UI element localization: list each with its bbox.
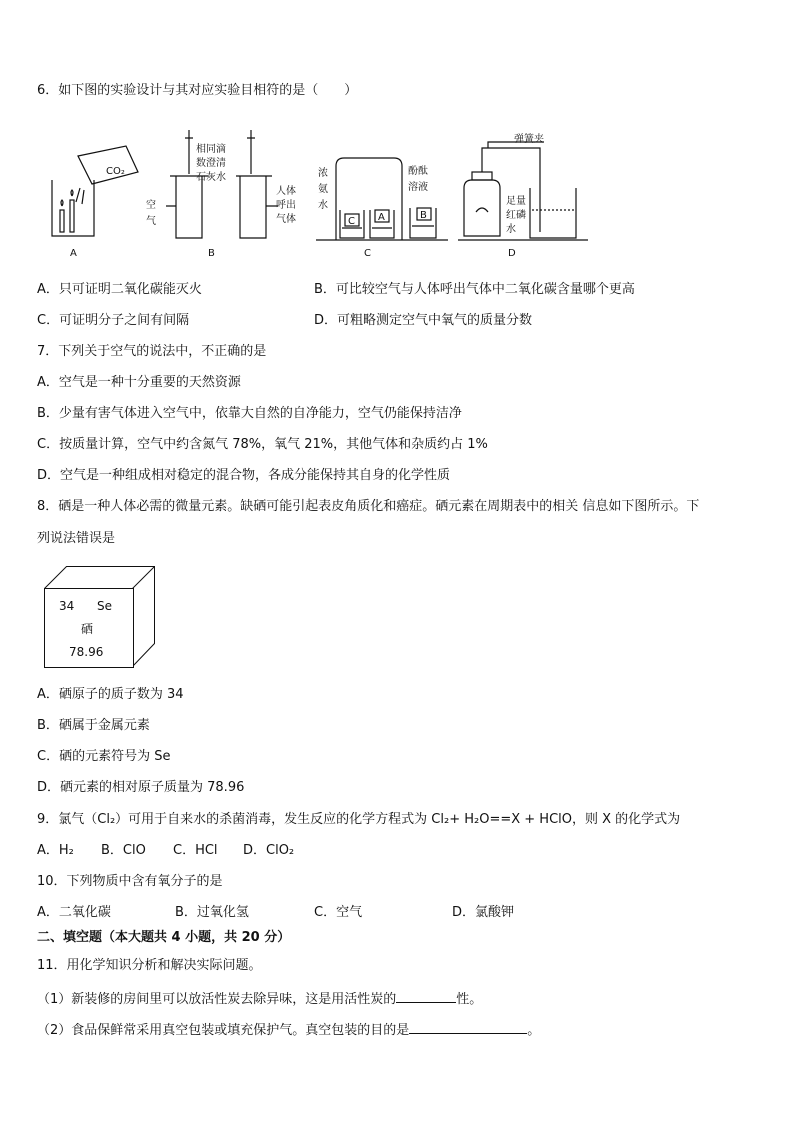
atomic-mass: 78.96 <box>69 645 104 659</box>
q11-sub1-suffix: 性。 <box>456 992 483 1007</box>
d-right-2: 红磷 <box>506 210 526 221</box>
b-right-3: 气体 <box>276 214 296 225</box>
element-cube <box>44 563 156 667</box>
d-right-1: 足量 <box>506 196 526 207</box>
c-left-3: 水 <box>318 200 328 211</box>
element-card <box>44 588 134 668</box>
b-left-1: 空 <box>146 200 156 211</box>
figure-d-apparatus <box>458 142 588 240</box>
q7-option-c: C．按质量计算，空气中约含氮气 78%，氧气 21%，其他气体和杂质约占 1% <box>37 437 488 452</box>
q6-option-a: A．只可证明二氧化碳能灭火 <box>37 282 202 297</box>
b-left-2: 气 <box>146 216 156 227</box>
answer-blank-2[interactable] <box>409 1019 527 1034</box>
figure-a-beaker <box>52 146 138 236</box>
b-right-1: 人体 <box>276 186 296 197</box>
q9-option-d: D．ClO₂ <box>243 843 295 858</box>
q6-figure <box>40 128 600 263</box>
section-title: 二、填空题（本大题共 4 小题，共 20 分） <box>37 930 291 945</box>
b-top-3: 石灰水 <box>196 172 226 183</box>
q11-sub2-text: （2）食品保鲜常采用真空包装或填充保护气。真空包装的目的是 <box>37 1023 410 1038</box>
q9-stem: 9．氯气（Cl₂）可用于自来水的杀菌消毒，发生反应的化学方程式为 Cl₂+ H₂O==X + HClO，则 X 的化学式为 <box>37 812 681 827</box>
q9-option-a: A．H₂ <box>37 843 74 858</box>
q8-option-a: A．硒原子的质子数为 34 <box>37 687 184 702</box>
q8-stem-1: 8．硒是一种人体必需的微量元素。缺硒可能引起表皮角质化和癌症。硒元素在周期表中的相关 信息如下图所示。下 <box>37 499 700 514</box>
c-box-3: B <box>420 210 427 221</box>
q11-sub1 <box>37 988 482 1009</box>
q7-option-a: A．空气是一种十分重要的天然资源 <box>37 375 241 390</box>
element-name: 硒 <box>81 622 94 636</box>
c-right-2: 溶液 <box>408 182 428 193</box>
q9-option-c: C．HCl <box>173 843 218 858</box>
q6-option-d: D．可粗略测定空气中氧气的质量分数 <box>314 313 533 328</box>
q10-option-b: B．过氧化氢 <box>175 905 249 920</box>
q10-stem: 10．下列物质中含有氧分子的是 <box>37 874 223 889</box>
b-right-2: 呼出 <box>276 200 296 211</box>
q11-stem: 11．用化学知识分析和解决实际问题。 <box>37 958 262 973</box>
q10-option-c: C．空气 <box>314 905 363 920</box>
c-right-1: 酚酞 <box>408 166 428 177</box>
figure-c-belljar <box>316 158 448 240</box>
c-left-2: 氨 <box>318 184 328 195</box>
element-symbol: Se <box>97 599 112 613</box>
q8-option-d: D．硒元素的相对原子质量为 78.96 <box>37 780 245 795</box>
q9-option-b: B．ClO <box>101 843 146 858</box>
b-top-2: 数澄清 <box>196 158 226 169</box>
q6-stem: 6．如下图的实验设计与其对应实验目相符的是（ ） <box>37 83 358 98</box>
d-top: 弹簧夹 <box>514 134 544 145</box>
figure-label-a: A <box>70 248 77 259</box>
figure-label-b: B <box>208 248 215 259</box>
q8-option-b: B．硒属于金属元素 <box>37 718 150 733</box>
q7-option-d: D．空气是一种组成相对稳定的混合物，各成分能保持其自身的化学性质 <box>37 468 451 483</box>
q7-stem: 7．下列关于空气的说法中，不正确的是 <box>37 344 267 359</box>
b-top-1: 相同滴 <box>196 144 226 155</box>
c-box-2: A <box>378 212 385 223</box>
figure-label-d: D <box>508 248 516 259</box>
q11-sub1-text: （1）新装修的房间里可以放活性炭去除异味，这是用活性炭的 <box>37 992 397 1007</box>
c-left-1: 浓 <box>318 168 328 179</box>
answer-blank-1[interactable] <box>396 988 456 1003</box>
q8-option-c: C．硒的元素符号为 Se <box>37 749 171 764</box>
q7-option-b: B．少量有害气体进入空气中，依靠大自然的自净能力，空气仍能保持洁净 <box>37 406 462 421</box>
figure-label-c: C <box>364 248 371 259</box>
co2-label: CO₂ <box>106 166 125 177</box>
q11-sub2 <box>37 1019 540 1040</box>
c-box-1: C <box>348 216 355 227</box>
q10-option-a: A．二氧化碳 <box>37 905 111 920</box>
d-right-3: 水 <box>506 224 516 235</box>
q6-option-b: B．可比较空气与人体呼出气体中二氧化碳含量哪个更高 <box>314 282 635 297</box>
atomic-number: 34 <box>59 599 75 613</box>
q10-option-d: D．氯酸钾 <box>452 905 515 920</box>
q11-sub2-suffix: 。 <box>527 1023 541 1038</box>
q8-stem-2: 列说法错误是 <box>37 531 116 546</box>
q6-option-c: C．可证明分子之间有间隔 <box>37 313 190 328</box>
